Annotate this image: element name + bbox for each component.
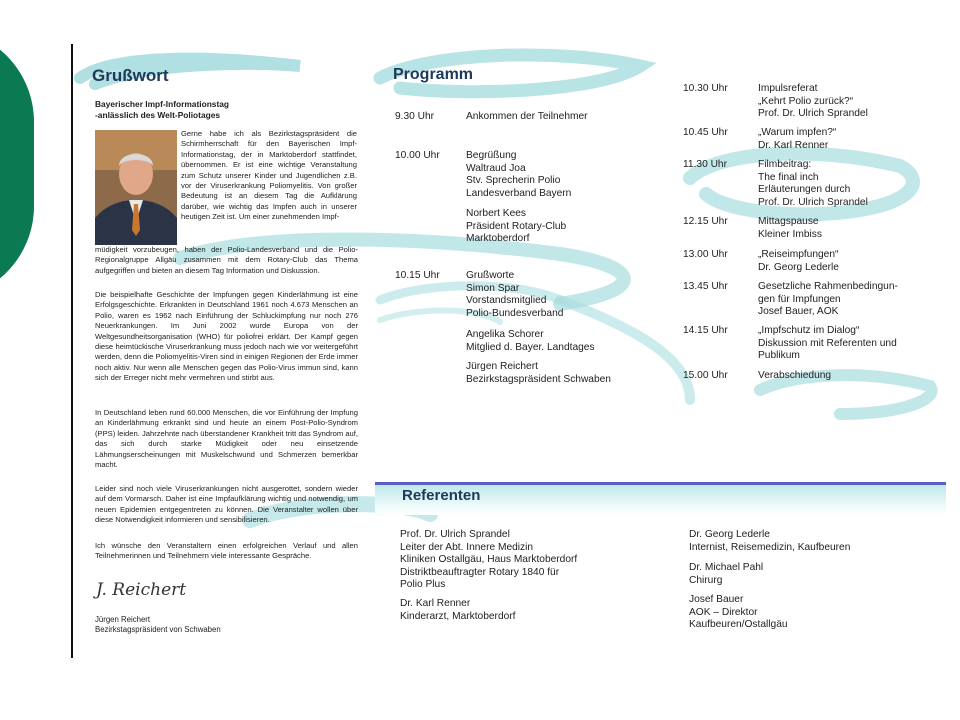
handwritten-signature: J. Reichert [96, 580, 187, 600]
grusswort-intro: Gerne habe ich als Bezirkstagspräsident die Schirmherrschaft für den Bayerischen Impf-Informationstag, der in Marktoberdorf stattfindet, übernommen. Er ist eine wichtige Veranstaltung zum Schutz unserer Kinder und Jugendlichen z.B. vor der Viruserkrankung Poliomyelitis. Von großer Bedeutung ist an diesem Tag die Aufklärung darüber, wie wichtig das Impfen auch in unserer heutigen Zeit ist. Um einer zunehmenden Impf- [181, 129, 357, 222]
program-time: 12.15 Uhr [683, 216, 728, 227]
program-time: 10.00 Uhr [395, 150, 440, 161]
program-line: Simon Spar [466, 282, 520, 294]
grusswort-intro-cont: müdigkeit vorzubeugen, haben der Polio-Landesverband und die Polio-Regionalgruppe Allgäu zusammen mit dem Rotary-Club das Thema aufgegriffen und bieten an diesem Tag Information und Diskussion. [95, 245, 358, 275]
program-line: Kleiner Imbiss [758, 228, 822, 240]
program-time: 9.30 Uhr [395, 111, 435, 122]
program-line: Grußworte [466, 270, 515, 281]
referent-entry [400, 529, 577, 592]
program-line: The final inch [758, 171, 819, 183]
program-line: „Warum impfen?“ [758, 127, 837, 138]
grusswort-title: Grußwort [92, 66, 169, 85]
program-entry [758, 83, 868, 121]
referent-line: Leiter der Abt. Innere Medizin [400, 541, 534, 553]
program-line: Marktoberdorf [466, 233, 530, 245]
program-line: Prof. Dr. Ulrich Sprandel [758, 196, 868, 208]
grusswort-subtitle: Bayerischer Impf-Informationstag -anlässlich des Welt-Poliotages [95, 99, 230, 120]
program-entry [758, 159, 868, 209]
referent-line: Internist, Reisemedizin, Kaufbeuren [689, 541, 851, 553]
program-line: Josef Bauer, AOK [758, 306, 839, 318]
referent-line: Josef Bauer [689, 594, 744, 605]
program-line: Mitglied d. Bayer. Landtages [466, 341, 595, 353]
referent-entry [689, 594, 788, 632]
program-time: 10.15 Uhr [395, 270, 440, 281]
referenten-title: Referenten [402, 487, 481, 504]
program-entry [466, 208, 566, 246]
program-line: gen für Impfungen [758, 293, 841, 305]
program-line: Gesetzliche Rahmenbedingun- [758, 281, 898, 292]
program-entry [758, 325, 897, 363]
program-line: Ankommen der Teilnehmer [466, 111, 588, 122]
program-line: „Kehrt Polio zurück?“ [758, 95, 854, 107]
program-entry [758, 281, 898, 319]
program-line: Diskussion mit Referenten und [758, 337, 897, 349]
program-line: Vorstandsmitglied [466, 295, 547, 307]
program-entry [758, 216, 822, 241]
programm-title: Programm [393, 66, 474, 83]
program-entry [466, 111, 588, 124]
portrait-illustration [95, 130, 177, 245]
program-time: 13.00 Uhr [683, 249, 728, 260]
program-time: 13.45 Uhr [683, 281, 728, 292]
program-line: Impulsreferat [758, 83, 818, 94]
program-entry [758, 127, 836, 152]
program-line: Prof. Dr. Ulrich Sprandel [758, 108, 868, 120]
referent-line: Kinderarzt, Marktoberdorf [400, 610, 516, 622]
program-line: Waltraud Joa [466, 162, 526, 174]
referent-line: Kaufbeuren/Ostallgäu [689, 619, 788, 631]
program-line: Erläuterungen durch [758, 184, 851, 196]
referent-entry [400, 598, 516, 623]
program-line: Angelika Schorer [466, 329, 544, 340]
program-entry [758, 370, 831, 383]
referent-line: Polio Plus [400, 579, 446, 591]
program-line: Norbert Kees [466, 208, 527, 219]
program-line: Publikum [758, 350, 800, 362]
program-line: Mittagspause [758, 216, 819, 227]
program-line: Präsident Rotary-Club [466, 220, 567, 232]
referent-entry [689, 562, 763, 587]
program-entry [466, 329, 595, 354]
referent-line: Dr. Karl Renner [400, 598, 471, 609]
referent-line: Dr. Michael Pahl [689, 562, 764, 573]
program-line: „Reiseimpfungen“ [758, 249, 839, 260]
divider-line [71, 44, 73, 658]
referent-line: Kliniken Ostallgäu, Haus Marktoberdorf [400, 554, 578, 566]
program-entry [466, 270, 563, 320]
referent-line: Dr. Georg Lederle [689, 529, 770, 540]
grusswort-paragraph-4: Leider sind noch viele Viruserkrankungen nicht ausgerottet, sondern wieder auf dem Vormarsch. Daher ist eine Impfaufklärung wichtig und notwendig, um neuen Epidemien entgegentreten zu können. Die Veranstalter wollen über diese Notwendigkeit informieren und sensibilisieren. [95, 484, 358, 525]
program-time: 14.15 Uhr [683, 325, 728, 336]
program-line: Begrüßung [466, 150, 517, 161]
program-line: Bezirkstagspräsident Schwaben [466, 373, 611, 385]
portrait-photo [95, 130, 177, 245]
program-time: 11.30 Uhr [683, 159, 727, 170]
program-entry [466, 150, 571, 200]
program-time: 10.45 Uhr [683, 127, 728, 138]
program-entry [758, 249, 839, 274]
program-line: Polio-Bundesverband [466, 307, 564, 319]
program-line: Dr. Georg Lederle [758, 261, 839, 273]
program-line: Stv. Sprecherin Polio [466, 175, 561, 187]
program-time: 15.00 Uhr [683, 370, 728, 381]
program-time: 10.30 Uhr [683, 83, 728, 94]
referent-entry [689, 529, 850, 554]
referent-line: Distriktbeauftragter Rotary 1840 für [400, 566, 560, 578]
program-line: Filmbeitrag: [758, 159, 812, 170]
referent-line: Prof. Dr. Ulrich Sprandel [400, 529, 510, 540]
program-line: Dr. Karl Renner [758, 139, 829, 151]
program-line: Landesverband Bayern [466, 187, 572, 199]
referent-line: Chirurg [689, 574, 723, 586]
grusswort-paragraph-2: Die beispielhafte Geschichte der Impfungen gegen Kinderlähmung ist eine Erfolgsgeschichte. Erkrankten in Deutschland 1961 noch 4.673 Menschen an Polio, waren es 1962 nach Einführung der Schluckimpfung nur noch 276 Neuerkrankungen. Im Juni 2002 wurde Europa von der Weltgesundheitsorganisation (WHO) für poliofrei erklärt. Der Kampf gegen diese heimtückische Viruserkrankung muss jedoch nach wie vor weitergeführt werden, denn die Poliomyelitis-Viren sind in einigen Regionen der Erde immer noch aktiv. Nur wenn alle Menschen gegen das Polio-Virus immun sind, kann sich der Erreger nicht mehr vermehren und stirbt aus. [95, 290, 358, 383]
grusswort-paragraph-3: In Deutschland leben rund 60.000 Menschen, die vor Einführung der Impfung an Kinderlähmung erkrankt sind und heute an einem Post-Polio-Syndrom (PPS) leiden. Jahrzehnte nach überstandener Krankheit tritt das Syndrom auf, das sich durch starke Müdigkeit oder neu einsetzende Lähmungserscheinungen mit Muskelschwund und Schmerzen bemerkbar macht. [95, 408, 358, 470]
program-entry [466, 361, 611, 386]
program-line: Jürgen Reichert [466, 361, 538, 372]
program-line: „Impfschutz im Dialog“ [758, 325, 860, 336]
referent-line: AOK – Direktor [689, 606, 758, 618]
program-line: Verabschiedung [758, 370, 832, 381]
grusswort-paragraph-5: Ich wünsche den Veranstaltern einen erfolgreichen Verlauf und allen Teilnehmerinnen und Teilnehmern viele interessante Gespräche. [95, 541, 358, 561]
signature-block: Jürgen Reichert Bezirkstagspräsident von Schwaben [95, 615, 221, 635]
